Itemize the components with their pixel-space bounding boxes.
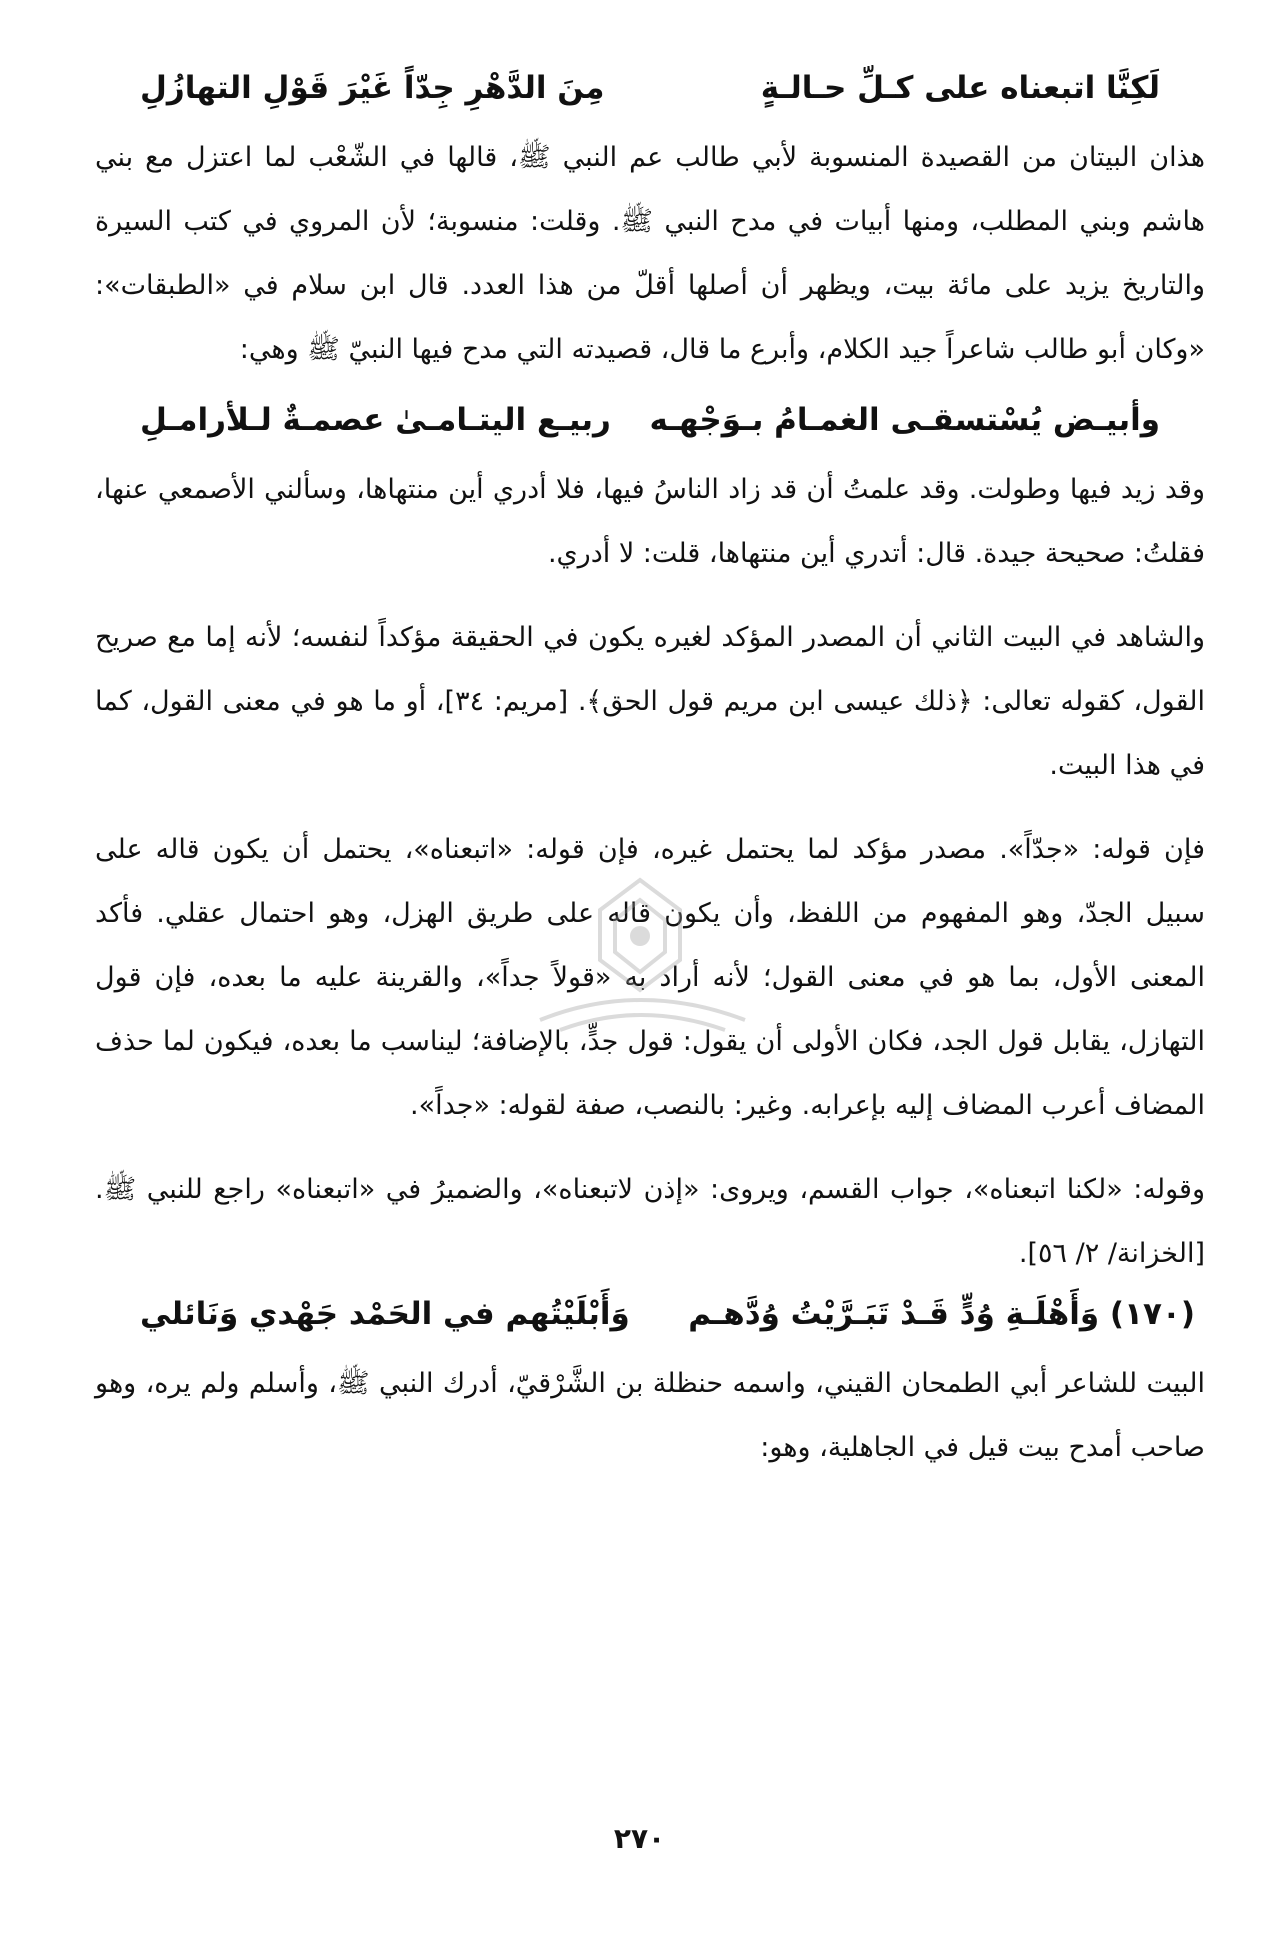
verse-line-2	[95, 392, 1205, 448]
verse-number: (١٧٠)	[1109, 1296, 1195, 1332]
paragraph-4: فإن قوله: «جدّاً». مصدر مؤكد لما يحتمل غيره، فإن قوله: «اتبعناه»، يحتمل أن يكون قاله على سبيل الجدّ، وهو المفهوم من اللفظ، وأن يكون قاله على طريق الهزل، وهو احتمال عقلي. فأكد المعنى الأول، بما هو في معنى القول؛ لأنه أراد به «قولاً جداً»، والقرينة عليه ما بعده، فإن قول التهازل، يقابل قول الجد، فكان الأولى أن يقول: قول جدٍّ، بالإضافة؛ ليناسب ما بعده، فيكون لما حذف المضاف أعرب المضاف إليه بإعرابه. وغير: بالنصب، صفة لقوله: «جداً».	[95, 834, 1205, 1121]
verse-3-second-hemistich: وَأَبْلَيْتُهم في الحَمْد جَهْدي وَنَائلي	[140, 1296, 630, 1332]
verse-1-first-hemistich: لَكِنَّا اتبعناه على كـلِّ حـالـةٍ	[760, 70, 1160, 106]
verse-line-3	[95, 1286, 1205, 1342]
paragraph-1: هذان البيتان من القصيدة المنسوبة لأبي طالب عم النبي ﷺ، قالها في الشّعْب لما اعتزل مع بني هاشم وبني المطلب، ومنها أبيات في مدح النبي ﷺ. وقلت: منسوبة؛ لأن المروي في كتب السيرة والتاريخ يزيد على مائة بيت، ويظهر أن أصلها أقلّ من هذا العدد. قال ابن سلام في «الطبقات»: «وكان أبو طالب شاعراً جيد الكلام، وأبرع ما قال، قصيدته التي مدح فيها النبيّ ﷺ وهي:	[95, 142, 1205, 365]
paragraph-3: والشاهد في البيت الثاني أن المصدر المؤكد لغيره يكون في الحقيقة مؤكداً لنفسه؛ لأنه إما مع صريح القول، كقوله تعالى: ﴿ذلك عيسى ابن مريم قول الحق﴾. [مريم: ٣٤]، أو ما هو في معنى القول، كما في هذا البيت.	[95, 622, 1206, 781]
verse-1-second-hemistich: مِنَ الدَّهْرِ جِدّاً غَيْرَ قَوْلِ التهازُلِ	[140, 70, 605, 106]
verse-2-second-hemistich: ربيـع اليتـامـىٰ عصمـةٌ لـلأرامـلِ	[140, 402, 611, 438]
verse-2-first-hemistich: وأبيـض يُسْتسقـى الغمـامُ بـوَجْهـه	[649, 402, 1160, 438]
paragraph-5: وقوله: «لكنا اتبعناه»، جواب القسم، ويروى: «إذن لاتبعناه»، والضميرُ في «اتبعناه» راجع للنبي ﷺ. [الخزانة/ ٢/ ٥٦].	[95, 1174, 1205, 1269]
verse-3-first-text: وَأَهْلَـةِ وُدٍّ قَـدْ تَبَـرَّيْتُ وُدَّهـم	[688, 1296, 1100, 1332]
paragraph-2: وقد زيد فيها وطولت. وقد علمتُ أن قد زاد الناسُ فيها، فلا أدري أين منتهاها، وسألني الأصمعي عنها، فقلتُ: صحيحة جيدة. قال: أتدري أين منتهاها، قلت: لا أدري.	[95, 474, 1205, 569]
paragraph-6: البيت للشاعر أبي الطمحان القيني، واسمه حنظلة بن الشَّرْقيّ، أدرك النبي ﷺ، وأسلم ولم يره، وهو صاحب أمدح بيت قيل في الجاهلية، وهو:	[95, 1368, 1205, 1463]
page-number: ٢٧٠	[613, 1822, 666, 1855]
verse-3-first-hemistich	[688, 1286, 1195, 1342]
verse-line-1	[95, 60, 1205, 116]
book-page	[95, 60, 1205, 1880]
